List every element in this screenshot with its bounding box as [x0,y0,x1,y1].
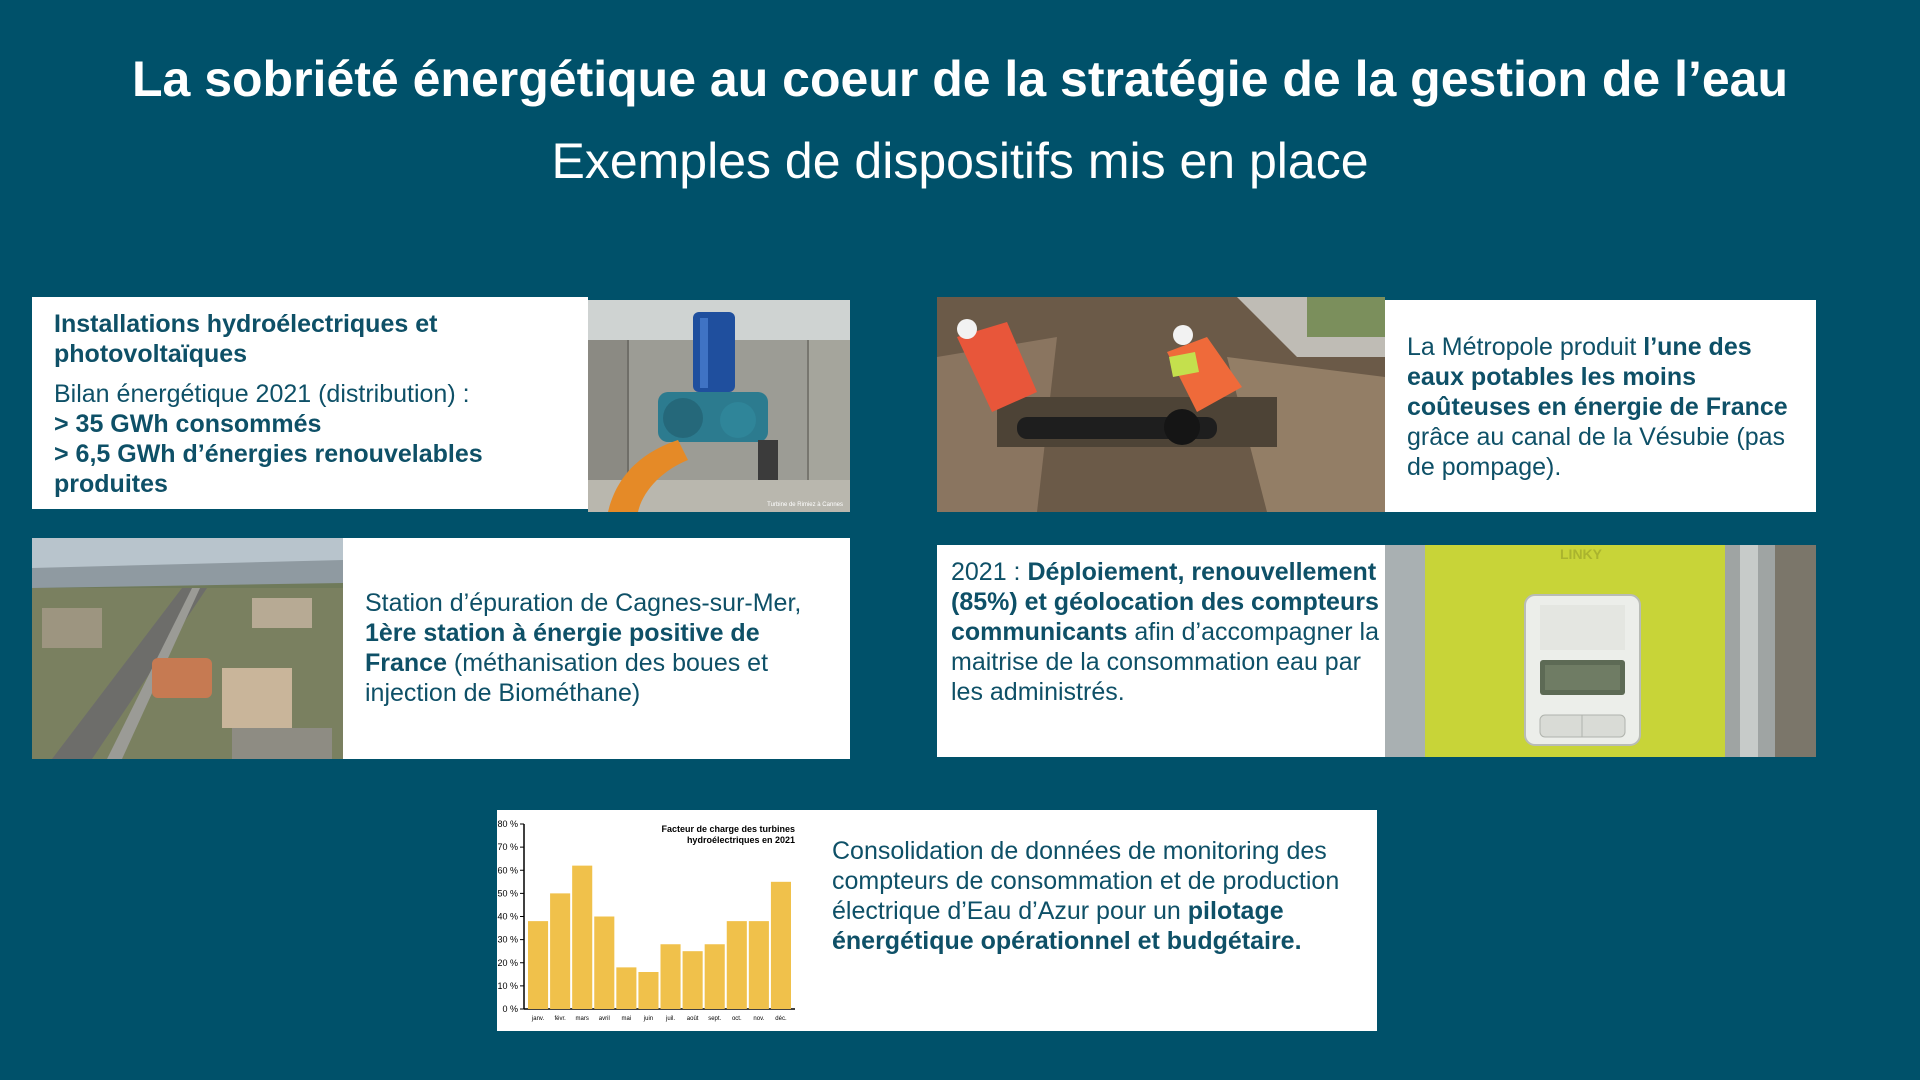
chart-y-tick-label: 80 % [497,819,518,829]
page-title: La sobriété énergétique au coeur de la stratégie de la gestion de l’eau [131,51,1789,107]
hydro-line1: Bilan énergétique 2021 (distribution) : [54,380,470,408]
chart-x-tick-label: nov. [753,1016,765,1022]
compteurs-text-2: afin d’accompagner la maitrise de la consommation eau par les administrés. [951,618,1379,706]
station-text [365,588,840,708]
chart-bar [727,921,747,1009]
chart-bar [594,917,614,1010]
hydro-text [54,309,574,499]
chart-title-line1: Facteur de charge des turbines [661,824,795,834]
hydro-line2: > 35 GWh consommés [54,410,322,438]
chart-y-tick-label: 30 % [497,934,518,945]
chart-x-tick-label: mai [621,1016,632,1022]
chart-y-tick-label: 10 % [497,980,518,991]
chart-bar [572,866,592,1009]
chart-bar [683,951,703,1009]
chart-y-tick-label: 50 % [497,888,518,899]
chart-x-tick-label: avril [598,1016,610,1022]
card-station [343,538,850,759]
monitoring-text [832,836,1352,956]
worksite-photo [937,297,1385,512]
hydro-line3: > 6,5 GWh d’énergies renouvelables produites [54,440,483,498]
chart-bar [661,944,681,1009]
meter-brand: LINKY [1560,546,1602,562]
chart-bar [616,967,636,1009]
chart-x-tick-label: janv. [531,1016,545,1022]
compteurs-text [951,557,1381,707]
metropole-text-2: grâce au canal de la Vésubie (pas de pompage). [1407,423,1786,481]
card-compteurs [937,545,1385,757]
hydro-heading: Installations hydroélectriques et photovoltaïques [54,310,438,368]
station-aerial-photo [32,538,343,759]
metropole-text [1407,332,1807,482]
turbine-photo-credit: Turbine de Rimiez à Cannes [767,502,843,508]
chart-x-tick-label: mars [575,1016,589,1022]
chart-svg [497,810,799,1031]
metropole-text-bold: l’une des eaux potables les moins coûteuses en énergie de France [1407,333,1788,421]
chart-bar [705,944,725,1009]
chart-y-tick-label: 70 % [497,842,518,853]
metropole-text-1: La Métropole produit [1407,333,1644,361]
chart-bar [749,921,769,1009]
chart-bar [638,972,658,1009]
chart-bar [550,893,570,1009]
station-text-bold: 1ère station à énergie positive de France [365,619,760,677]
chart-x-tick-label: juil. [666,1016,676,1022]
card-metropole [1385,300,1816,512]
chart-x-tick-label: août [686,1016,699,1022]
turbine-load-chart [497,810,799,1031]
chart-x-tick-label: sept. [708,1016,722,1022]
chart-y-tick-label: 40 % [497,911,518,922]
compteurs-text-bold: Déploiement, renouvellement (85%) et géolocation des compteurs communicants [951,558,1379,646]
turbine-photo [588,300,850,512]
station-text-2: (méthanisation des boues et injection de Biométhane) [365,649,769,707]
page-subtitle: Exemples de dispositifs mis en place [551,133,1369,189]
monitoring-text-1: Consolidation de données de monitoring des compteurs de consommation et de production électrique d’Eau d’Azur pour un [832,837,1340,925]
chart-x-tick-label: juin [643,1016,654,1022]
compteurs-text-1: 2021 : [951,558,1028,586]
chart-y-tick-label: 0 % [502,1004,518,1014]
chart-x-tick-label: oct. [731,1016,742,1022]
chart-x-tick-label: déc. [775,1016,787,1022]
station-text-1: Station d’épuration de Cagnes-sur-Mer, [365,589,802,617]
monitoring-text-bold: pilotage énergétique opérationnel et budgétaire. [832,897,1302,955]
chart-title-line2: hydroélectriques en 2021 [686,835,795,845]
chart-bar [528,921,548,1009]
card-hydro [32,297,588,509]
linky-meter-photo [1385,545,1816,757]
card-monitoring [497,810,1377,1031]
chart-y-tick-label: 60 % [497,865,518,876]
chart-bar [771,882,791,1009]
chart-x-tick-label: févr. [554,1016,566,1022]
chart-y-tick-label: 20 % [497,957,518,968]
